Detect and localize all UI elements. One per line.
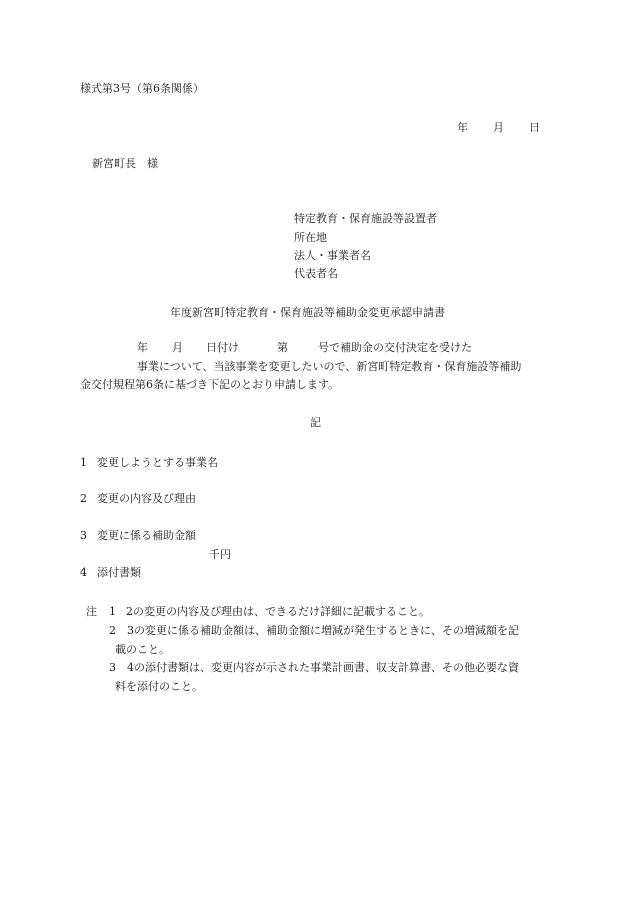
body-line-2: 事業について、当該事業を変更したいので、新宮町特定教育・保育施設等補助 (137, 360, 522, 373)
date-line (457, 121, 540, 135)
item-number: 4 (80, 566, 87, 579)
body-line-3: 金交付規程第6条に基づき下記のとおり申請します。 (80, 378, 340, 391)
item-3 (80, 529, 196, 543)
addressee: 新宮町長 様 (92, 157, 158, 170)
applicant-representative-label: 代表者名 (294, 267, 338, 280)
date-day-label: 日 (529, 121, 540, 134)
item-number: 3 (80, 529, 87, 542)
item-1 (80, 456, 218, 470)
date-year-label: 年 (457, 121, 468, 134)
body-day-label: 日付け (206, 341, 239, 354)
note-2 (109, 624, 519, 638)
item-text: 変更の内容及び理由 (97, 492, 196, 505)
note-text: 3の変更に係る補助金額は、補助金額に増減が発生するときに、その増減額を記 (127, 624, 519, 637)
note-text: 4の添付書類は、変更内容が示された事業計画書、収支計算書、その他必要な資 (127, 661, 519, 674)
note-number: 2 (109, 624, 116, 637)
body-year-label: 年 (137, 341, 148, 354)
applicant-name-label: 法人・事業者名 (294, 249, 371, 262)
applicant-org-type: 特定教育・保育施設等設置者 (294, 212, 437, 225)
ki-heading: 記 (310, 416, 321, 429)
body-line-1 (137, 341, 472, 355)
note-3 (109, 661, 519, 675)
note-3-continued: 料を添付のこと。 (115, 680, 203, 693)
note-number: 3 (109, 661, 116, 674)
amount-unit: 千円 (209, 548, 231, 561)
item-text: 変更しようとする事業名 (97, 456, 218, 469)
date-month-label: 月 (493, 121, 504, 134)
applicant-address-label: 所在地 (294, 231, 327, 244)
item-2 (80, 492, 196, 506)
item-number: 2 (80, 492, 87, 505)
item-4 (80, 566, 141, 580)
note-number: 1 (109, 605, 116, 618)
note-1 (86, 605, 430, 619)
body-number-label: 第 (277, 341, 288, 354)
note-2-continued: 載のこと。 (115, 643, 170, 656)
note-label: 注 (86, 605, 97, 618)
item-number: 1 (80, 456, 87, 469)
note-text: 2の変更の内容及び理由は、できるだけ詳細に記載すること。 (126, 605, 430, 618)
body-month-label: 月 (172, 341, 183, 354)
item-text: 添付書類 (97, 566, 141, 579)
document-title: 年度新宮町特定教育・保育施設等補助金変更承認申請書 (170, 306, 445, 319)
item-text: 変更に係る補助金額 (97, 529, 196, 542)
form-label: 様式第3号（第6条関係） (80, 82, 204, 95)
body-line-1-rest: 号で補助金の交付決定を受けた (318, 341, 472, 354)
